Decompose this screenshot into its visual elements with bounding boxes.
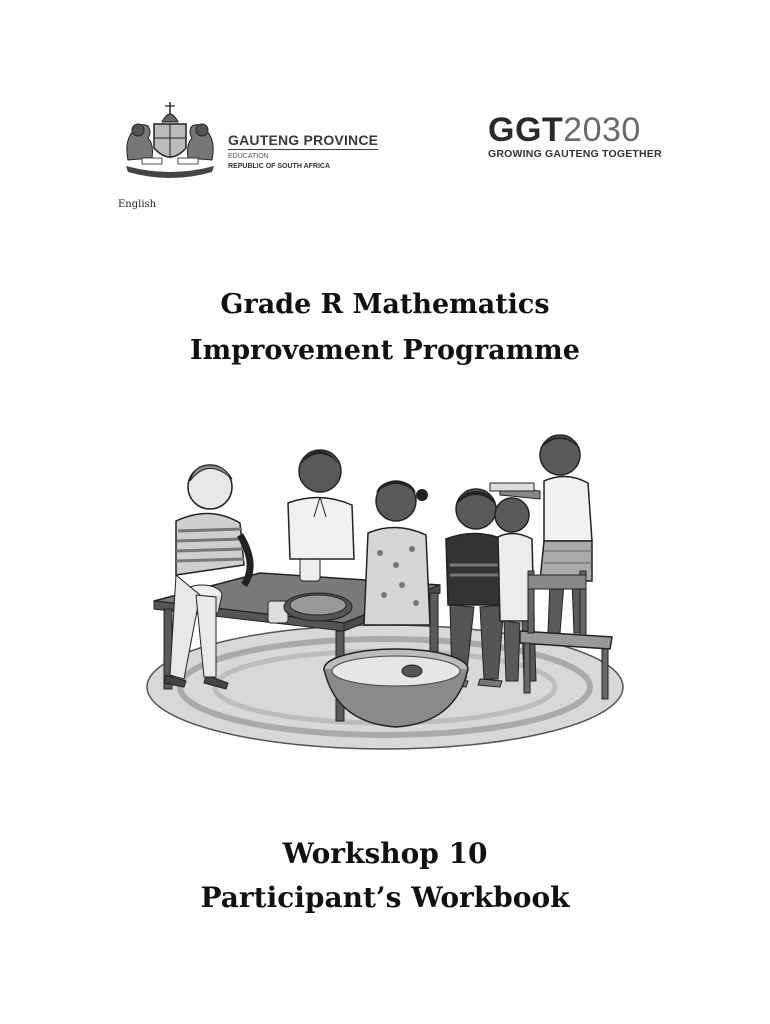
gauteng-dept: EDUCATION — [228, 153, 269, 160]
coat-of-arms-logo — [118, 100, 222, 180]
ggt-tagline: GROWING GAUTENG TOGETHER — [488, 148, 662, 160]
workbook-label: Participant’s Workbook — [200, 881, 570, 914]
gauteng-province-logo — [228, 132, 378, 171]
gauteng-title: GAUTENG PROVINCE — [228, 132, 379, 148]
workshop-number: Workshop 10 — [282, 837, 488, 870]
ggt-year: 2030 — [563, 111, 641, 149]
children-water-play-illustration — [140, 425, 630, 770]
workbook-title — [0, 832, 770, 920]
ggt-bold: GGT — [488, 111, 564, 149]
gauteng-country: REPUBLIC OF SOUTH AFRICA — [228, 163, 331, 170]
ggt2030-logo — [488, 112, 662, 160]
page-title — [0, 282, 770, 374]
title-line-2: Improvement Programme — [190, 335, 580, 366]
title-line-1: Grade R Mathematics — [220, 289, 550, 320]
language-label: English — [118, 199, 157, 210]
